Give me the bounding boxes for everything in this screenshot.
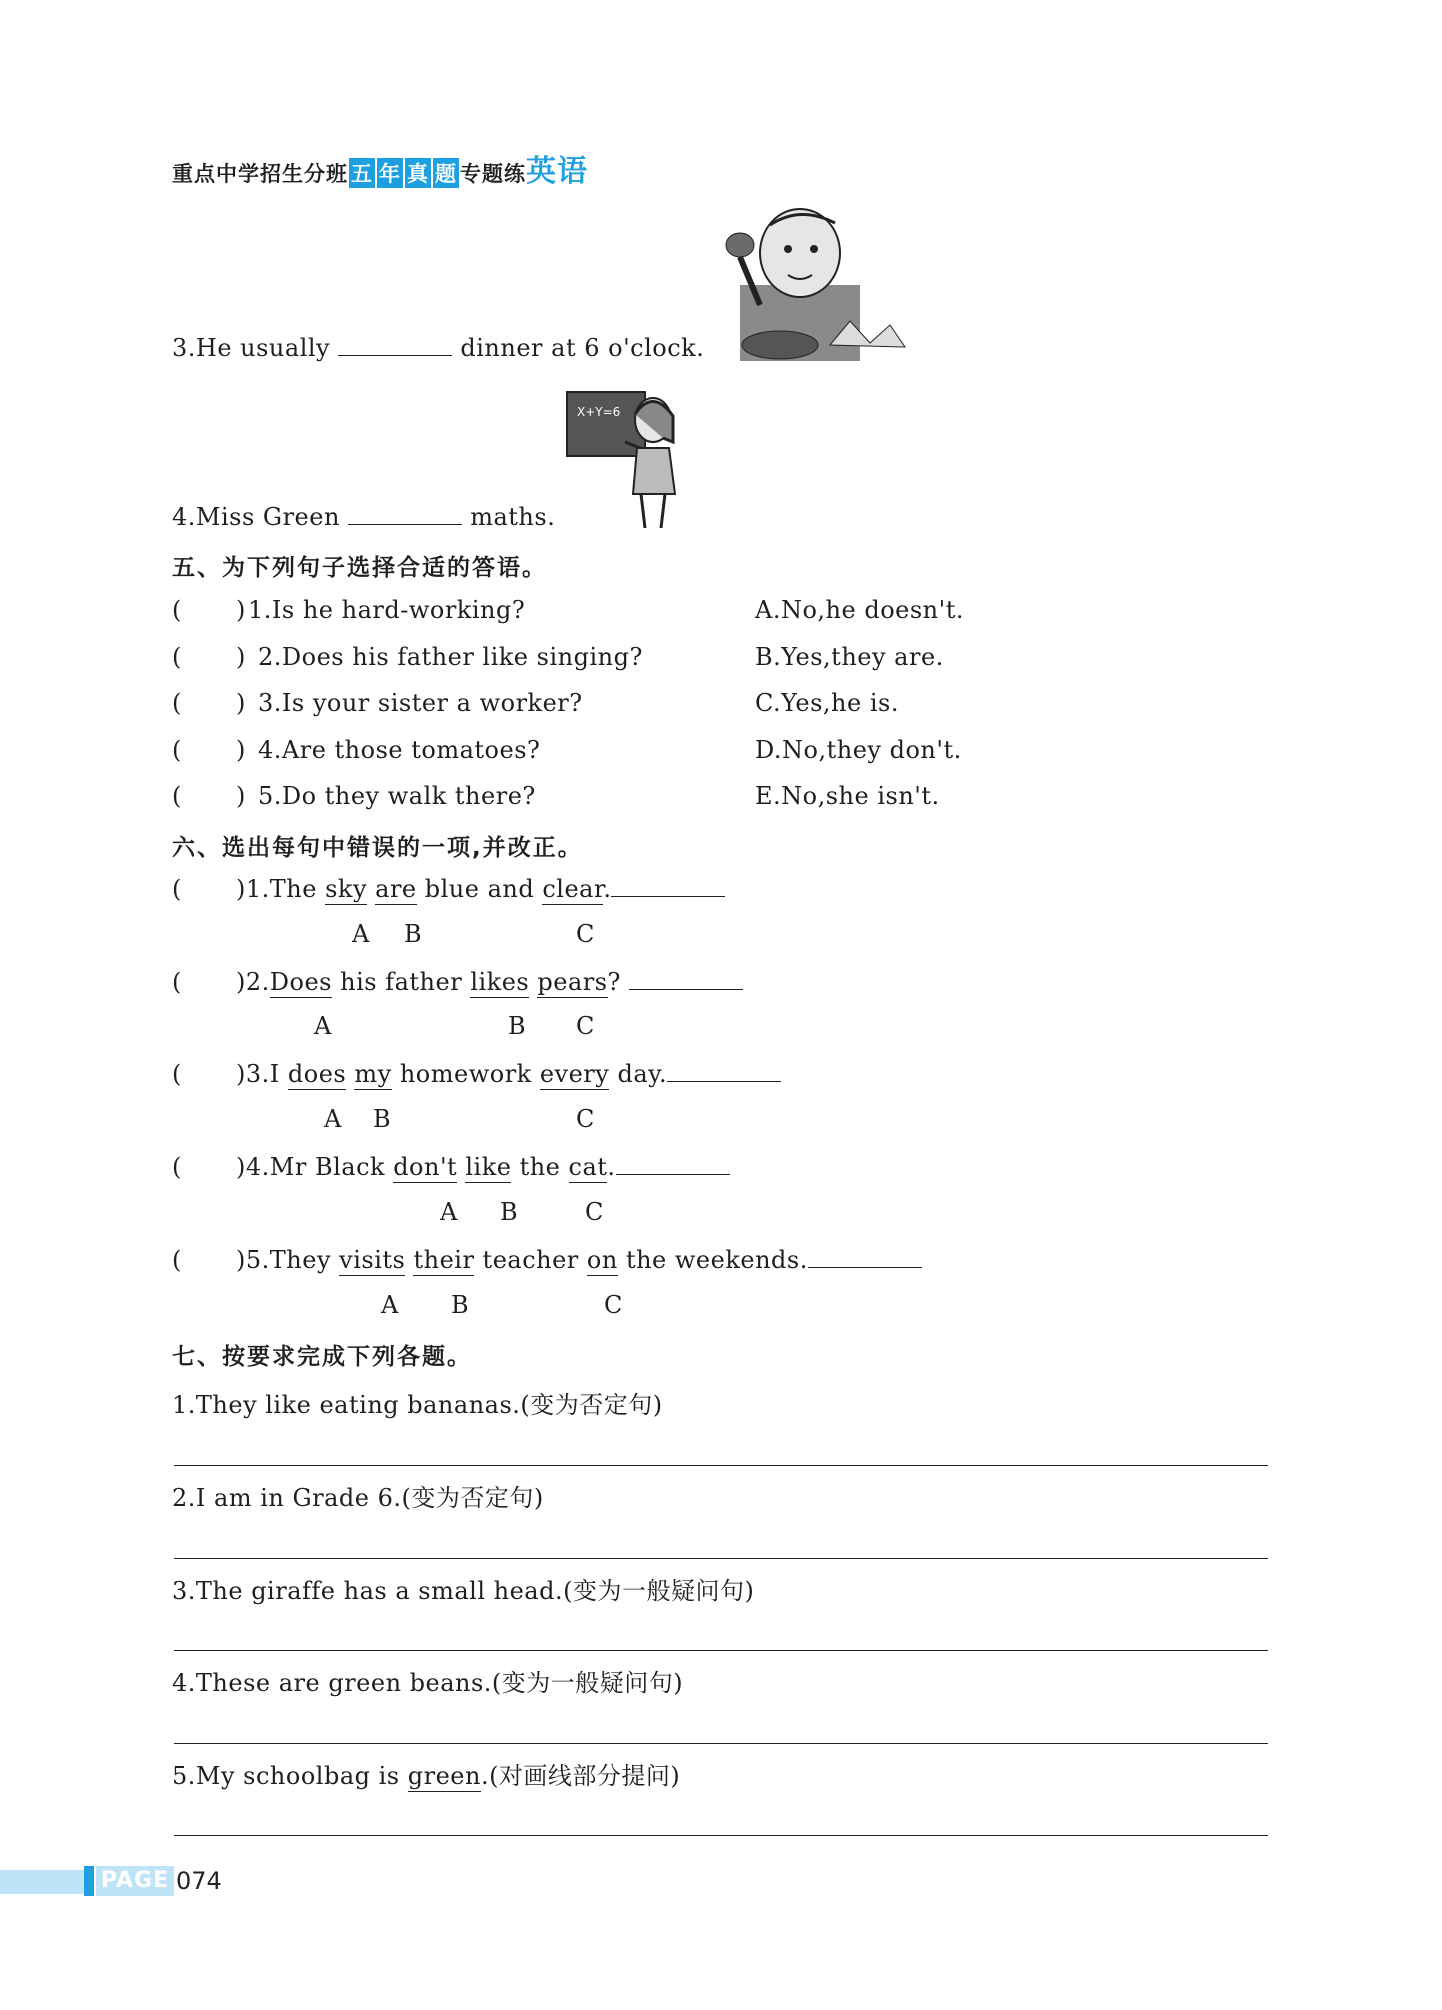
text: teacher	[474, 1246, 587, 1274]
answer-blank[interactable]	[338, 335, 452, 356]
answer-E: E.No,she isn't.	[755, 782, 940, 810]
answer-line[interactable]	[174, 1743, 1268, 1744]
fill-item-4-after: maths.	[470, 503, 556, 531]
error-item-4: )4.Mr Black don't like the cat.	[236, 1153, 730, 1181]
footer-page-word: PAGE	[96, 1866, 174, 1896]
choice-paren[interactable]: (	[172, 596, 182, 624]
section-6-title: 六、选出每句中错误的一项,并改正。	[172, 835, 583, 861]
footer-bar	[0, 1870, 84, 1894]
error-item-3: )3.I does my homework every day.	[236, 1060, 781, 1088]
rewrite-item-5	[172, 1756, 680, 1791]
question-2: 2.Does his father like singing?	[258, 643, 643, 671]
rewrite-item-4: 4.These are green beans.(变为一般疑问句)	[172, 1669, 684, 1697]
question-3: 3.Is your sister a worker?	[258, 689, 583, 717]
option-a: does	[287, 1060, 347, 1088]
header-box-4: 题	[433, 158, 459, 188]
running-header	[172, 146, 588, 190]
letter-a: A	[314, 1012, 332, 1040]
letter-b: B	[373, 1105, 391, 1133]
choice-paren[interactable]: (	[172, 782, 182, 810]
letter-a: A	[440, 1198, 458, 1226]
text: day.	[609, 1060, 668, 1088]
fill-item-4	[172, 503, 555, 531]
header-prefix: 重点中学招生分班	[172, 162, 348, 186]
option-b: likes	[470, 968, 530, 996]
answer-blank[interactable]	[348, 504, 462, 525]
underlined-word: green	[407, 1762, 481, 1790]
answer-line[interactable]	[174, 1650, 1268, 1651]
question-1: 1.Is he hard-working?	[248, 596, 526, 624]
option-a: visits	[339, 1246, 406, 1274]
text: .(对画线部分提问)	[480, 1762, 681, 1790]
correction-blank[interactable]	[616, 1154, 730, 1175]
letter-b: B	[404, 920, 422, 948]
choice-paren[interactable]: (	[172, 643, 182, 671]
choice-paren[interactable]: (	[172, 736, 182, 764]
letter-c: C	[576, 920, 595, 948]
letter-b: B	[508, 1012, 526, 1040]
text	[367, 875, 375, 903]
letter-c: C	[604, 1291, 623, 1319]
man-eating-icon	[700, 205, 910, 361]
header-subject: 英语	[526, 154, 588, 189]
option-a: sky	[325, 875, 367, 903]
text: .	[607, 1153, 616, 1181]
choice-paren[interactable]: (	[172, 689, 182, 717]
text: 5.They	[245, 1246, 340, 1274]
text: .	[603, 875, 612, 903]
section-5-title: 五、为下列句子选择合适的答语。	[172, 555, 547, 581]
text: 4.Mr Black	[245, 1153, 394, 1181]
footer-marker	[84, 1866, 94, 1896]
letter-c: C	[576, 1105, 595, 1133]
letter-a: A	[352, 920, 370, 948]
board-text: X+Y=6	[577, 405, 621, 419]
text: 5.My schoolbag is	[172, 1762, 408, 1790]
question-2-paren-close: )	[236, 643, 246, 671]
choice-paren[interactable]: (	[172, 1153, 182, 1181]
page-number: 074	[176, 1867, 222, 1895]
answer-line[interactable]	[174, 1835, 1268, 1836]
option-b: my	[354, 1060, 392, 1088]
fill-item-3	[172, 334, 704, 362]
text: his father	[332, 968, 471, 996]
option-b: are	[375, 875, 417, 903]
question-1-paren-close: )	[236, 596, 246, 624]
answer-line[interactable]	[174, 1465, 1268, 1466]
text: 2.	[245, 968, 270, 996]
option-a: don't	[393, 1153, 458, 1181]
header-box-3: 真	[405, 158, 431, 188]
rewrite-item-3: 3.The giraffe has a small head.(变为一般疑问句)	[172, 1577, 755, 1605]
question-4-paren-close: )	[236, 736, 246, 764]
choice-paren[interactable]: (	[172, 875, 182, 903]
answer-A: A.No,he doesn't.	[755, 596, 964, 624]
choice-paren[interactable]: (	[172, 1060, 182, 1088]
text: the weekends.	[617, 1246, 808, 1274]
text: the	[511, 1153, 569, 1181]
correction-blank[interactable]	[808, 1247, 922, 1268]
option-c: every	[539, 1060, 610, 1088]
text: homework	[391, 1060, 540, 1088]
rewrite-item-1: 1.They like eating bananas.(变为否定句)	[172, 1391, 663, 1419]
option-b: like	[465, 1153, 512, 1181]
fill-item-3-before: 3.He usually	[172, 334, 331, 362]
letter-a: A	[324, 1105, 342, 1133]
letter-a: A	[381, 1291, 399, 1319]
letter-c: C	[585, 1198, 604, 1226]
text: ?	[607, 968, 621, 996]
rewrite-item-2: 2.I am in Grade 6.(变为否定句)	[172, 1484, 544, 1512]
letter-b: B	[500, 1198, 518, 1226]
question-3-paren-close: )	[236, 689, 246, 717]
section-7-title: 七、按要求完成下列各题。	[172, 1344, 472, 1370]
header-middle: 专题练	[460, 162, 526, 186]
header-box-1: 五	[349, 158, 375, 188]
correction-blank[interactable]	[667, 1061, 781, 1082]
fill-item-4-before: 4.Miss Green	[172, 503, 340, 531]
question-5-paren-close: )	[236, 782, 246, 810]
correction-blank[interactable]	[629, 969, 743, 990]
choice-paren[interactable]: (	[172, 968, 182, 996]
error-item-5: )5.They visits their teacher on the weekends.	[236, 1246, 922, 1274]
option-c: cat	[568, 1153, 608, 1181]
fill-item-3-after: dinner at 6 o'clock.	[460, 334, 705, 362]
option-c: clear	[542, 875, 604, 903]
option-c: pears	[537, 968, 608, 996]
option-a: Does	[269, 968, 332, 996]
correction-blank[interactable]	[611, 876, 725, 897]
error-item-1: )1.The sky are blue and clear.	[236, 875, 725, 903]
question-5: 5.Do they walk there?	[258, 782, 536, 810]
answer-line[interactable]	[174, 1558, 1268, 1559]
header-box-2: 年	[377, 158, 403, 188]
answer-B: B.Yes,they are.	[755, 643, 944, 671]
letter-c: C	[576, 1012, 595, 1040]
letter-b: B	[451, 1291, 469, 1319]
teacher-board-icon	[565, 382, 690, 532]
text: 3.I	[245, 1060, 288, 1088]
text: blue and	[416, 875, 543, 903]
answer-D: D.No,they don't.	[755, 736, 962, 764]
text: 1.The	[245, 875, 326, 903]
choice-paren[interactable]: (	[172, 1246, 182, 1274]
question-4: 4.Are those tomatoes?	[258, 736, 541, 764]
error-item-2: )2.Does his father likes pears?	[236, 968, 743, 996]
option-c: on	[586, 1246, 618, 1274]
answer-C: C.Yes,he is.	[755, 689, 899, 717]
option-b: their	[413, 1246, 475, 1274]
